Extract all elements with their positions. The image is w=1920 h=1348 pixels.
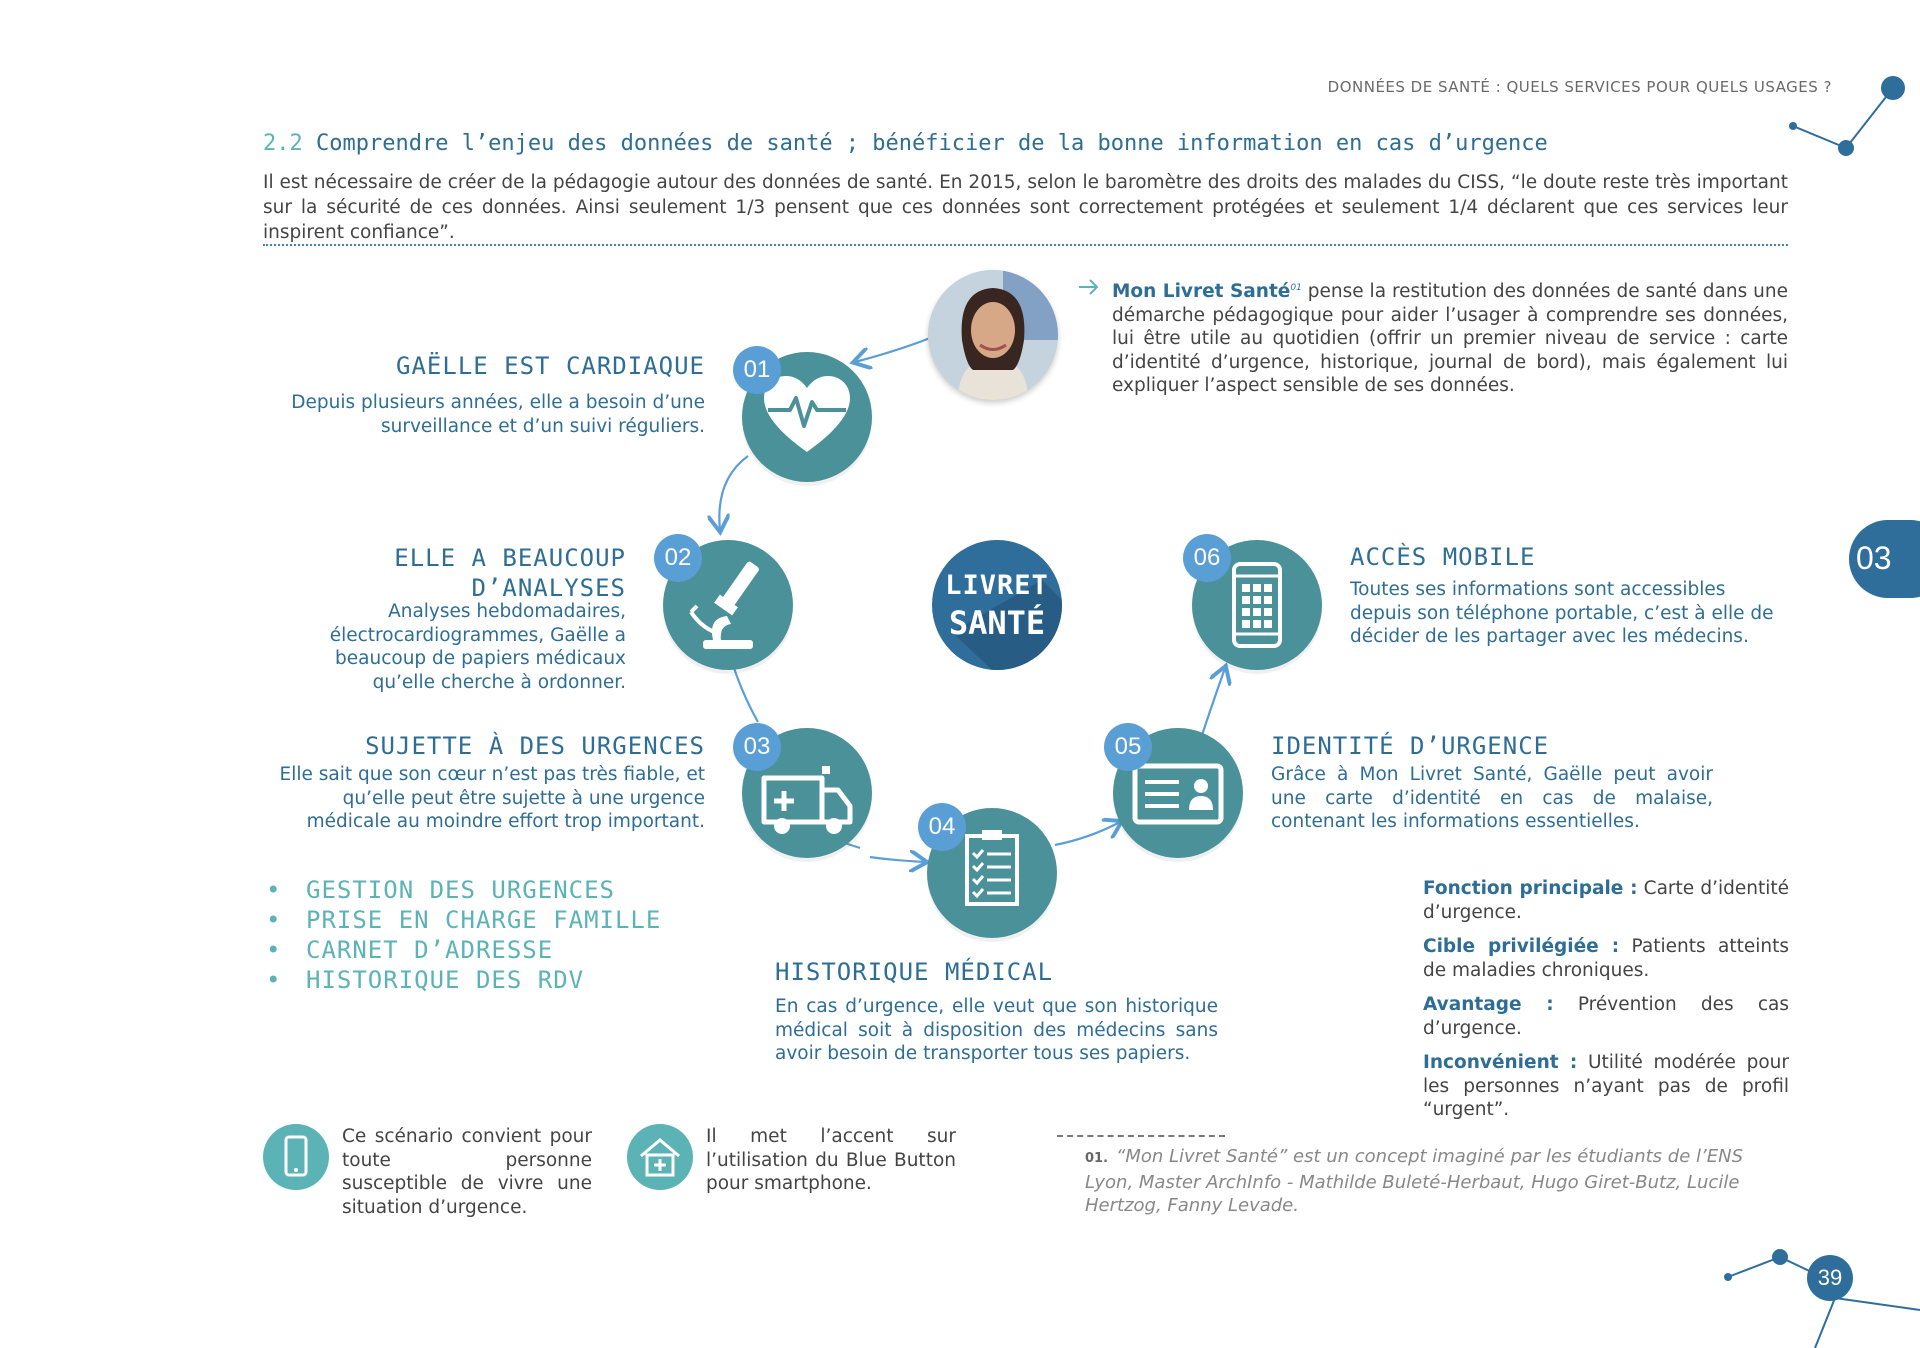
- property-item: [1423, 993, 1789, 1040]
- product-name: Mon Livret Santé: [1112, 281, 1291, 303]
- step-03-title: SUJETTE À DES URGENCES: [365, 732, 705, 760]
- step-04-desc: En cas d’urgence, elle veut que son historique médical soit à disposition des médecins sans avoir besoin de transporter tous ses papiers.: [775, 996, 1218, 1064]
- footnote-text: “Mon Livret Santé” est un concept imaginé par les étudiants de l’ENS Lyon, Master ArchInfo - Mathilde Buleté-Herbaut, Hugo Giret-Butz, Lucile Hertzog, Fanny Levade.: [1085, 1146, 1743, 1216]
- running-header: DONNÉES DE SANTÉ : QUELS SERVICES POUR QUELS USAGES ?: [1327, 78, 1832, 96]
- property-value: Prévention des cas d’urgence.: [1423, 994, 1790, 1039]
- section-number: 2.2: [263, 131, 303, 156]
- footnote-ref: 01: [1290, 283, 1302, 293]
- step-02-title: ELLE A BEAUCOUP D’ANALYSES: [394, 544, 626, 602]
- step-05-badge: 05: [1104, 723, 1152, 771]
- step-02-desc: Analyses hebdomadaires, électrocardiogrammes, Gaëlle a beaucoup de papiers médicaux qu’elle cherche à ordonner.: [329, 601, 626, 693]
- house-medical-icon: [627, 1124, 693, 1190]
- step-04-title: HISTORIQUE MÉDICAL: [775, 958, 1054, 986]
- property-value: Carte d’identité d’urgence.: [1423, 878, 1789, 923]
- chapter-number: 03: [1856, 540, 1892, 576]
- smartphone-icon: [263, 1124, 329, 1190]
- step-03-badge: 03: [733, 723, 781, 771]
- step-06-desc: Toutes ses informations sont accessibles depuis son téléphone portable, c’est à elle de décider de les partager avec les médecins.: [1350, 579, 1774, 647]
- step-01-badge: 01: [733, 346, 781, 394]
- note-blue-button: Il met l’accent sur l’utilisation du Blue Button pour smartphone.: [706, 1126, 956, 1194]
- page-number: 39: [1807, 1255, 1853, 1301]
- property-item: [1423, 1051, 1789, 1122]
- property-value: Patients atteints de maladies chroniques.: [1423, 936, 1789, 981]
- feature-item: • HISTORIQUE DES RDV: [266, 965, 661, 995]
- property-label: Inconvénient :: [1423, 1052, 1578, 1073]
- property-value: Utilité modérée pour les personnes n’ayant pas de profil “urgent”.: [1423, 1052, 1789, 1120]
- feature-item: • PRISE EN CHARGE FAMILLE: [266, 905, 661, 935]
- property-label: Fonction principale :: [1423, 878, 1638, 899]
- footnote-rule: [1057, 1135, 1225, 1137]
- livret-sante-logo: [932, 540, 1062, 670]
- footnote-number: 01.: [1085, 1151, 1109, 1166]
- property-item: [1423, 877, 1789, 924]
- logo-line-1: LIVRET: [945, 570, 1049, 601]
- note-scenario: Ce scénario convient pour toute personne susceptible de vivre une situation d’urgence.: [342, 1126, 592, 1218]
- step-01-title: GAËLLE EST CARDIAQUE: [396, 352, 705, 380]
- step-06-title: ACCÈS MOBILE: [1350, 543, 1536, 571]
- persona-text: pense la restitution des données de santé dans une démarche pédagogique pour aider l’usager à comprendre ses données, lui être utile au quotidien (offrir un premier niveau de service : carte d’identité d’urgence, historique, journal de bord), mais également lui expliquer l’aspect sensible de ses données.: [1112, 281, 1788, 397]
- properties-block: [1423, 877, 1789, 1133]
- step-01-desc: Depuis plusieurs années, elle a besoin d’une surveillance et d’un suivi réguliers.: [291, 392, 705, 437]
- step-06-badge: 06: [1183, 534, 1231, 582]
- arrow-right-icon: [1077, 278, 1101, 300]
- intro-paragraph: Il est nécessaire de créer de la pédagogie autour des données de santé. En 2015, selon le baromètre des droits des malades du CISS, “le doute reste très important sur la sécurité de ces données. Ainsi seulement 1/3 pensent que ces données sont correctement protégées et seulement 1/4 déclarent que ces services leur inspirent confiance”.: [263, 172, 1788, 243]
- step-02-badge: 02: [654, 534, 702, 582]
- persona-description: [1112, 277, 1788, 398]
- feature-list: [266, 875, 661, 995]
- property-label: Avantage :: [1423, 994, 1554, 1015]
- step-05-title: IDENTITÉ D’URGENCE: [1271, 732, 1550, 760]
- footnote: [1085, 1145, 1788, 1218]
- feature-item: • GESTION DES URGENCES: [266, 875, 661, 905]
- logo-line-2: SANTÉ: [948, 604, 1046, 642]
- step-03-desc: Elle sait que son cœur n’est pas très fiable, et qu’elle peut être sujette à une urgence médicale au moindre effort trop important.: [279, 764, 705, 832]
- property-item: [1423, 935, 1789, 982]
- persona-photo: [928, 270, 1058, 400]
- property-label: Cible privilégiée :: [1423, 936, 1620, 957]
- feature-item: • CARNET D’ADRESSE: [266, 935, 661, 965]
- step-05-desc: Grâce à Mon Livret Santé, Gaëlle peut avoir une carte d’identité en cas de malaise, contenant les informations essentielles.: [1271, 764, 1713, 832]
- step-04-badge: 04: [918, 803, 966, 851]
- section-title-text: Comprendre l’enjeu des données de santé ; bénéficier de la bonne information en cas d’urgence: [316, 131, 1548, 156]
